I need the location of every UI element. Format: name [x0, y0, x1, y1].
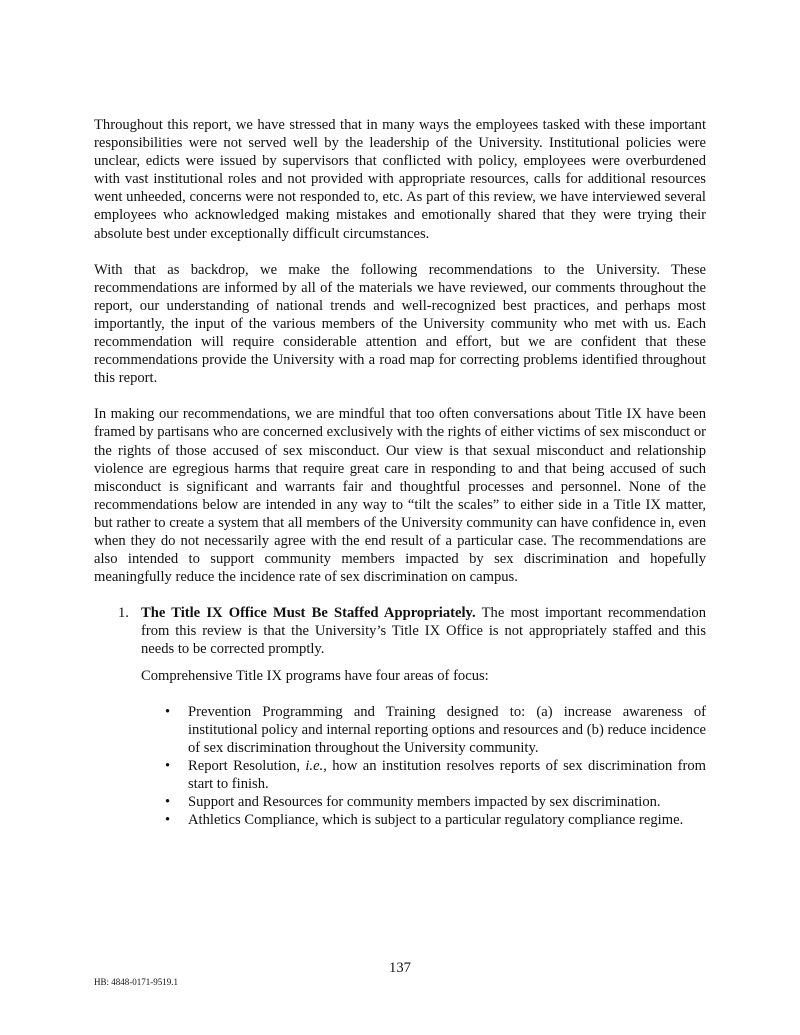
list-item-text-part: , how an institution resolves reports of sex discrimination from start to finish.	[188, 757, 706, 792]
list-item	[141, 793, 706, 811]
list-item	[141, 811, 706, 829]
recommendation-heading: The Title IX Office Must Be Staffed Appropriately.	[141, 605, 476, 622]
page-number: 137	[389, 960, 411, 976]
list-item-text: Prevention Programming and Training designed to: (a) increase awareness of institutional policy and internal reporting options and resources and (b) reduce incidence of sex discrimination throughout the University community.	[188, 703, 706, 756]
list-item-text-part: Report Resolution,	[188, 757, 306, 774]
bullet-icon: •	[165, 757, 171, 774]
list-item	[141, 757, 706, 793]
bullet-icon: •	[165, 703, 171, 720]
bullet-icon: •	[165, 812, 171, 829]
list-item-italic: i.e.	[305, 757, 324, 774]
paragraph-mindful: In making our recommendations, we are mindful that too often conversations about Title IX have been framed by partisans who are concerned exclusively with the rights of either victims of sex misconduct or the rights of those accused of sex misconduct. Our view is that sexual misconduct and relationship violence are egregious harms that require great care in responding to and that being accused of such misconduct is significant and warrants fair and thoughtful processes and personnel. None of the recommendations below are intended in any way to “tilt the scales” to either side in a Title IX matter, but rather to create a system that all members of the University community can have confidence in, even when they do not necessarily agree with the end result of a particular case. The recommendations are also intended to support community members impacted by sex discrimination and hopefully meaningfully reduce the incidence rate of sex discrimination on campus.	[94, 406, 706, 586]
recommendation-number: 1.	[118, 605, 129, 622]
recommendation-intro: Comprehensive Title IX programs have four areas of focus:	[141, 667, 489, 684]
document-id: HB: 4848-0171-9519.1	[94, 977, 178, 987]
recommendations-list	[94, 604, 706, 829]
bullet-icon: •	[165, 794, 171, 811]
document-body	[94, 116, 706, 829]
list-item-text: Support and Resources for community members impacted by sex discrimination.	[188, 794, 661, 811]
list-item-text	[188, 757, 706, 793]
recommendation-item	[94, 604, 706, 829]
focus-areas-list	[141, 703, 706, 830]
list-item-text: Athletics Compliance, which is subject to a particular regulatory compliance regime.	[188, 812, 684, 829]
paragraph-intro: Throughout this report, we have stressed that in many ways the employees tasked with these important responsibilities were not served well by the leadership of the University. Institutional policies were unclear, edicts were issued by supervisors that conflicted with policy, employees were overburdened with vast institutional roles and not provided with appropriate resources, calls for additional resources went unheeded, concerns were not responded to, etc. As part of this review, we have interviewed several employees who acknowledged making mistakes and emotionally shared that they were trying their absolute best under exceptionally difficult circumstances.	[94, 117, 706, 242]
recommendation-text	[141, 604, 706, 658]
paragraph-backdrop: With that as backdrop, we make the following recommendations to the University. These recommendations are informed by all of the materials we have reviewed, our comments throughout the report, our understanding of national trends and well-recognized best practices, and perhaps most importantly, the input of the various members of the University community who met with us. Each recommendation will require considerable attention and effort, but we are confident that these recommendations provide the University with a road map for correcting problems identified throughout this report.	[94, 261, 706, 387]
recommendation-body: The most important recommendation from this review is that the University’s Title IX Office is not appropriately staffed and this needs to be corrected promptly.	[141, 605, 707, 658]
list-item	[141, 703, 706, 757]
